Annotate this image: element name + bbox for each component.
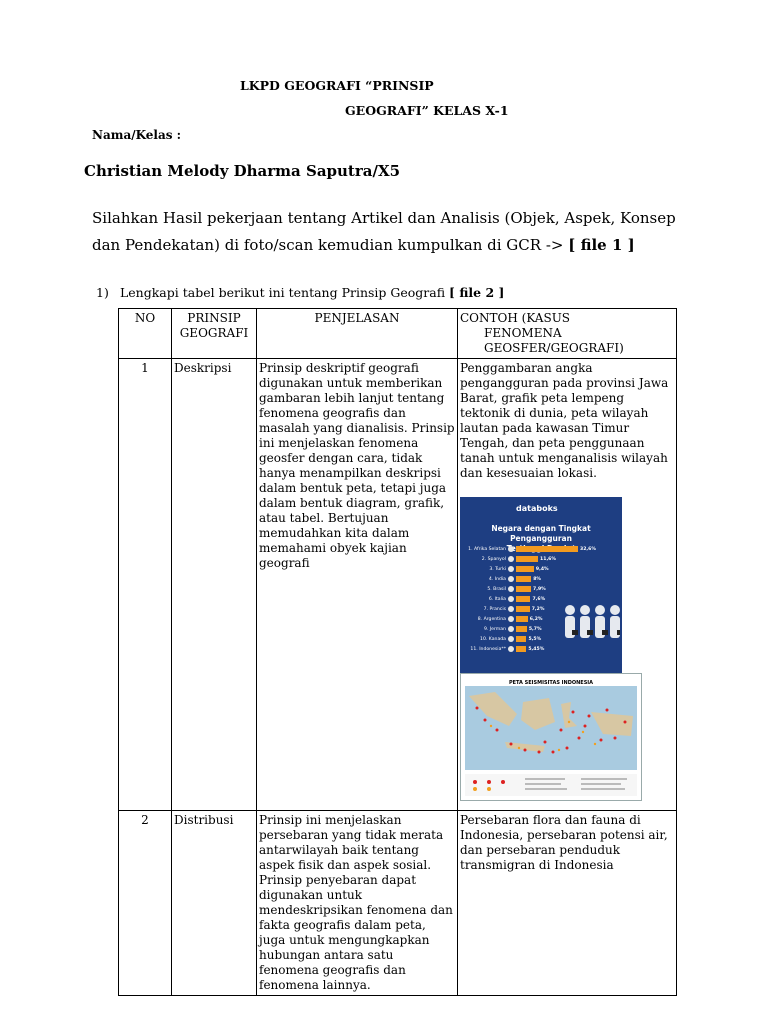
bar-value-label: 5,45% (528, 646, 545, 652)
bar-category-label: 6. Italia (488, 596, 506, 602)
student-name: Christian Melody Dharma Saputra/X5 (84, 162, 401, 180)
row-no: 2 (119, 811, 172, 996)
table-row (119, 811, 677, 996)
bar-value-label: 32,6% (580, 546, 596, 552)
row-penjelasan: Prinsip ini menjelaskan persebaran yang tidak merata antarwilayah baik tentang aspek fisik dan aspek sosial. Prinsip penyebaran dapat digunakan untuk mendeskripsikan fenomena dan fakta geografis dalam peta, juga untuk mengungkapkan hubungan antara satu fenomena geografis dan fenomena lainnya. (257, 811, 458, 996)
instruction-file-tag: [ file 1 ] (568, 236, 635, 254)
bar-category-label: 4. India (488, 576, 506, 582)
infographic-title-line1: Negara dengan Tingkat Pengangguran (491, 524, 591, 543)
flag-icon (508, 556, 514, 562)
bar-value-label: 7,6% (532, 596, 546, 602)
bar-value-label: 8% (533, 576, 542, 582)
bar-category-label: 7. Prancis (483, 606, 506, 612)
bar-category-label: 8. Argentina (477, 616, 506, 622)
row-prinsip: Distribusi (172, 811, 257, 996)
header-contoh-line3: GEOSFER/GEOGRAFI) (484, 341, 624, 355)
header-contoh-line1: CONTOH (KASUS (460, 311, 571, 325)
bar-value-label: 7,9% (533, 586, 546, 592)
bar-value-label: 7,2% (531, 606, 545, 612)
bar (516, 616, 528, 622)
header-prinsip-line1: PRINSIP (187, 311, 241, 325)
flag-icon (508, 636, 514, 642)
instruction-paragraph (92, 205, 692, 259)
question-number: 1) (96, 285, 109, 300)
question-1 (96, 285, 504, 300)
header-contoh-line2: FENOMENA (484, 326, 562, 340)
header-no: NO (119, 309, 172, 359)
table-row (119, 359, 677, 811)
row-penjelasan: Prinsip deskriptif geografi digunakan untuk memberikan gambaran lebih lanjut tentang fenomena geografis dan masalah yang dianalisis. Prinsip ini menjelaskan fenomena geosfer dengan cara, tidak hanya menampilkan deskripsi dalam bentuk peta, tetapi juga dalam bentuk diagram, grafik, atau tabel. Bertujuan memudahkan kita dalam memahami obyek kajian geografi (257, 359, 458, 811)
worksheet-title-line2: GEOGRAFI” KELAS X-1 (345, 103, 509, 118)
bar-value-label: 9,4% (535, 566, 549, 572)
bar-category-label: 3. Turki (489, 566, 506, 572)
row-contoh: Penggambaran angka pengangguran pada provinsi Jawa Barat, grafik peta lempeng tektonik di dunia, peta wilayah lautan pada kawasan Timur Tengah, dan peta penggunaan tanah untuk menganalisis wilayah dan kesesuaian lokasi. (460, 361, 669, 480)
bar (516, 636, 526, 642)
header-contoh (458, 309, 677, 359)
flag-icon (508, 586, 514, 592)
header-prinsip-line2: GEOGRAFI (179, 326, 249, 340)
bar-value-label: 5,5% (528, 636, 542, 642)
row-contoh-cell (458, 359, 677, 811)
flag-icon (508, 566, 514, 572)
indonesia-map-icon (465, 686, 637, 770)
instruction-text: Silahkan Hasil pekerjaan tentang Artikel dan Analisis (Objek, Aspek, Konsep dan Pendekatan) di foto/scan kemudian kumpulkan di GCR -> (92, 209, 676, 254)
bar-value-label: 5,7% (528, 626, 542, 632)
principles-table (118, 308, 677, 996)
flag-icon (508, 576, 514, 582)
seismicity-map (460, 673, 642, 801)
flag-icon (508, 606, 514, 612)
flag-icon (508, 596, 514, 602)
worksheet-title-line1: LKPD GEOGRAFI “PRINSIP (240, 78, 434, 93)
flag-icon (508, 546, 514, 552)
map-title: PETA SEISMISITAS INDONESIA (508, 680, 594, 686)
bar (516, 556, 538, 562)
bar (516, 566, 534, 572)
bar-category-label: 11. Indonesia** (470, 646, 506, 652)
bar (516, 606, 530, 612)
bar-category-label: 9. Jerman (483, 626, 506, 632)
row-prinsip: Deskripsi (172, 359, 257, 811)
map-legend-icon (465, 774, 637, 796)
flag-icon (508, 646, 514, 652)
header-prinsip (172, 309, 257, 359)
bar-value-label: 11,6% (540, 556, 556, 562)
bar-category-label: 5. Brasil (487, 586, 506, 592)
question-file-tag: [ file 2 ] (449, 285, 505, 300)
bar (516, 596, 530, 602)
bar (516, 646, 526, 652)
bar-category-label: 1. Afrika Selatan (468, 546, 506, 552)
header-penjelasan: PENJELASAN (257, 309, 458, 359)
flag-icon (508, 626, 514, 632)
business-people-illustration (562, 602, 620, 646)
table-header-row (119, 309, 677, 359)
row-contoh: Persebaran flora dan fauna di Indonesia, persebaran potensi air, dan persebaran penduduk transmigran di Indonesia (458, 811, 677, 996)
infographic-brand: databoks (516, 504, 558, 513)
name-class-label: Nama/Kelas : (92, 128, 182, 142)
bar (516, 626, 527, 632)
flag-icon (508, 616, 514, 622)
unemployment-infographic (460, 497, 622, 673)
bar-category-label: 2. Spanyol (481, 556, 506, 562)
row-no: 1 (119, 359, 172, 811)
bar-value-label: 6,2% (529, 616, 543, 622)
bar (516, 576, 531, 582)
bar-category-label: 10. Kanada (480, 636, 506, 642)
question-text: Lengkapi tabel berikut ini tentang Prinsip Geografi (119, 285, 450, 300)
bar (516, 586, 531, 592)
